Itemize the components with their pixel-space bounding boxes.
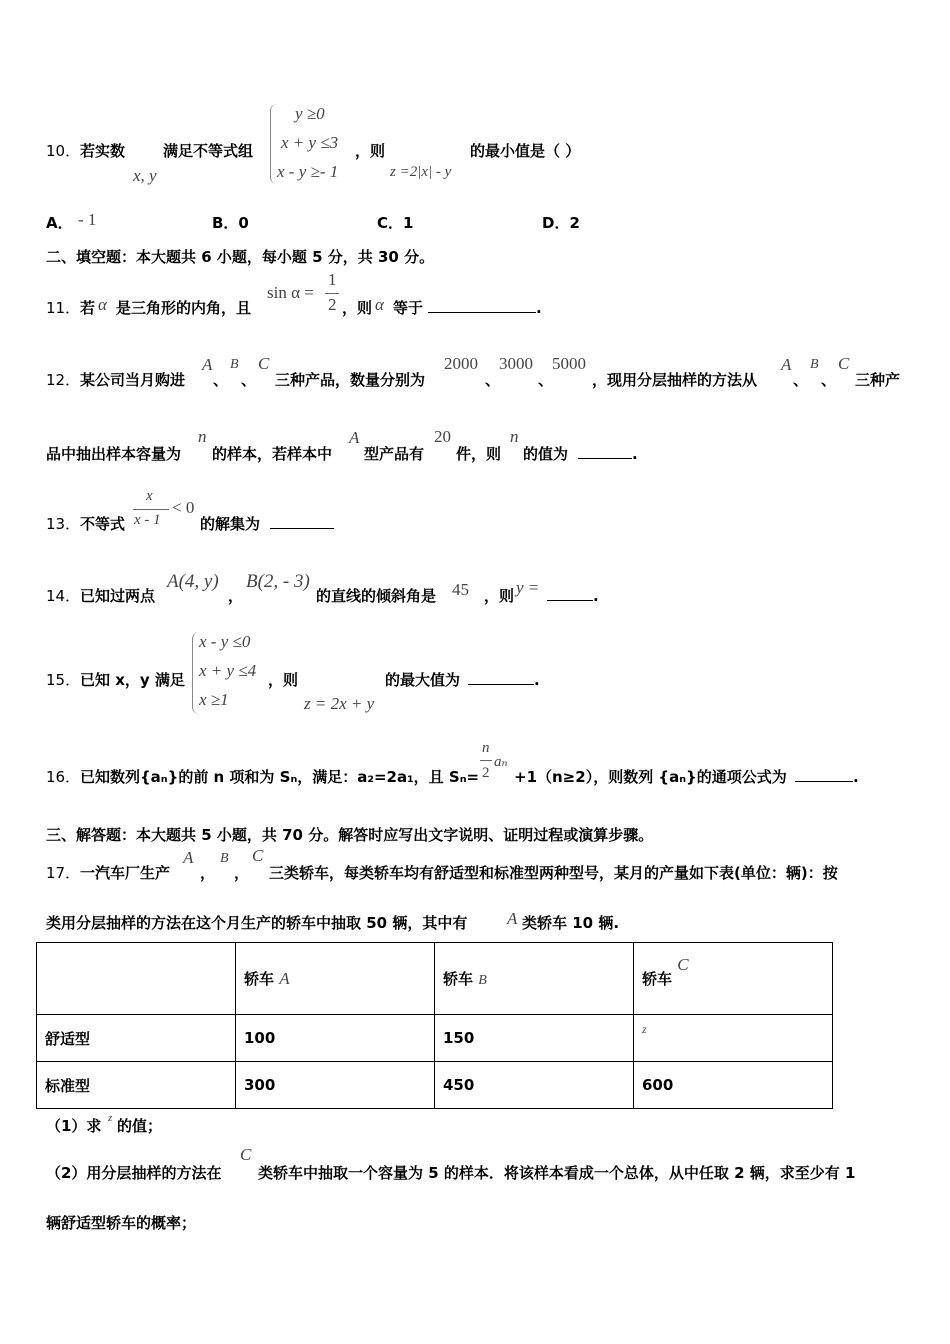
table-header-row bbox=[37, 943, 833, 1015]
fraction-numerator: 1 bbox=[328, 270, 337, 289]
q13-number: 13． bbox=[46, 515, 81, 533]
fraction-denominator: 2 bbox=[482, 765, 490, 781]
point-a: A(4, y) bbox=[167, 571, 219, 592]
q10-number: 10． bbox=[46, 142, 81, 160]
table-row bbox=[37, 1015, 833, 1062]
var-a: A bbox=[279, 969, 290, 988]
q10-z-expr: z =2|x| - y bbox=[390, 164, 452, 180]
q16-text: +1（n≥2），则数列 {aₙ}的通项公式为 bbox=[514, 768, 787, 786]
answer-blank[interactable] bbox=[547, 585, 599, 605]
table-cell: 300 bbox=[236, 1062, 435, 1109]
q16-text: 已知数列{aₙ}的前 n 项和为 Sₙ，满足：a₂=2a₁，且 Sₙ= bbox=[80, 768, 480, 786]
answer-blank[interactable] bbox=[468, 669, 540, 689]
value: 5000 bbox=[552, 354, 586, 373]
var-z: z bbox=[108, 1112, 113, 1124]
q15-text: 已知 x，y 满足 bbox=[80, 671, 185, 689]
system-brace bbox=[192, 632, 199, 714]
var-a: A bbox=[349, 428, 360, 447]
table-cell: 100 bbox=[236, 1015, 435, 1062]
q14-text: 的直线的倾斜角是 bbox=[316, 587, 437, 605]
fraction-numerator: n bbox=[482, 740, 490, 756]
q10-text: 的最小值是（ ） bbox=[470, 142, 581, 160]
q12-text: 三种产品，数量分别为 bbox=[275, 371, 426, 389]
q10-vars: x, y bbox=[133, 166, 157, 185]
table-header-cell bbox=[435, 943, 634, 1015]
separator: 、 bbox=[793, 371, 809, 389]
q17-part1: （1）求 bbox=[46, 1117, 102, 1135]
q12-text: 的样本，若样本中 bbox=[212, 445, 333, 463]
var-a: A bbox=[183, 848, 194, 867]
q12-text: ，现用分层抽样的方法从 bbox=[592, 371, 758, 389]
table-header-cell bbox=[236, 943, 435, 1015]
production-table bbox=[36, 942, 833, 1109]
table-cell bbox=[634, 1015, 833, 1062]
y-equals: y = bbox=[516, 578, 540, 597]
section-3-heading: 三、解答题：本大题共 5 小题，共 70 分。解答时应写出文字说明、证明过程或演算步骤。 bbox=[46, 826, 654, 844]
point-b: B(2, - 3) bbox=[246, 571, 310, 592]
q13-text: 不等式 bbox=[80, 515, 126, 533]
value: 20 bbox=[434, 427, 451, 446]
q12-text: 某公司当月购进 bbox=[80, 371, 186, 389]
q12-text: 件，则 bbox=[456, 445, 502, 463]
section-2-heading: 二、填空题：本大题共 6 小题，每小题 5 分，共 30 分。 bbox=[46, 248, 435, 266]
fraction-bar bbox=[325, 293, 339, 294]
var-b: B bbox=[230, 357, 239, 372]
var-b: B bbox=[478, 973, 487, 988]
sin-expr: sin α = bbox=[267, 283, 314, 302]
q12-text: 的值为 bbox=[523, 445, 569, 463]
table-cell: 标准型 bbox=[37, 1062, 236, 1109]
q15-text: 的最大值为 bbox=[385, 671, 461, 689]
q17-number: 17． bbox=[46, 864, 81, 882]
q12-text: 三种产 bbox=[855, 371, 901, 389]
inequality: y ≥0 bbox=[295, 104, 325, 123]
inequality: x ≥1 bbox=[199, 690, 229, 709]
value: 2000 bbox=[444, 354, 478, 373]
q17-part2: （2）用分层抽样的方法在 bbox=[46, 1164, 222, 1182]
q16-number: 16． bbox=[46, 768, 81, 786]
q11-text: 等于 bbox=[393, 299, 424, 317]
header-label: 轿车 bbox=[443, 970, 479, 988]
fraction-numerator: x bbox=[146, 488, 153, 504]
var-z: z bbox=[642, 1022, 647, 1036]
inequality: x - y ≤0 bbox=[199, 632, 251, 651]
table-cell: 舒适型 bbox=[37, 1015, 236, 1062]
var-b: B bbox=[220, 851, 229, 866]
a-n: aₙ bbox=[494, 754, 508, 770]
q11-text: 若 bbox=[80, 299, 96, 317]
comma: ， bbox=[234, 864, 250, 882]
period: . bbox=[853, 768, 859, 786]
var-n: n bbox=[198, 427, 207, 446]
var-c: C bbox=[252, 846, 264, 865]
q14-number: 14． bbox=[46, 587, 81, 605]
header-label: 轿车 bbox=[244, 970, 280, 988]
option-a-label: A． bbox=[46, 214, 73, 232]
table-cell: 150 bbox=[435, 1015, 634, 1062]
inequality: x + y ≤3 bbox=[281, 133, 339, 152]
q12-text: 品中抽出样本容量为 bbox=[46, 445, 182, 463]
q17-text: 一汽车厂生产 bbox=[80, 864, 171, 882]
q11-text: ，则 bbox=[342, 299, 373, 317]
var-a: A bbox=[781, 355, 792, 374]
q10-text: 满足不等式组 bbox=[163, 142, 254, 160]
q17-text: 类用分层抽样的方法在这个月生产的轿车中抽取 50 辆，其中有 bbox=[46, 914, 468, 932]
answer-blank[interactable] bbox=[578, 443, 638, 463]
alpha: α bbox=[375, 295, 384, 314]
q17-text: 类轿车 10 辆. bbox=[522, 914, 620, 932]
objective-expr: z = 2x + y bbox=[304, 694, 375, 713]
separator: 、 bbox=[538, 371, 554, 389]
less-than-zero: < 0 bbox=[172, 498, 195, 517]
period: . bbox=[534, 671, 540, 689]
table-cell: 600 bbox=[634, 1062, 833, 1109]
q11-number: 11． bbox=[46, 299, 81, 317]
table-header-cell bbox=[634, 943, 833, 1015]
q11-text: 是三角形的内角，且 bbox=[116, 299, 252, 317]
separator: 、 bbox=[821, 371, 837, 389]
answer-blank[interactable] bbox=[428, 297, 542, 317]
inequality: x + y ≤4 bbox=[199, 661, 257, 680]
option-d: D．2 bbox=[542, 214, 580, 232]
q15-text: ，则 bbox=[268, 671, 299, 689]
fraction-denominator: x - 1 bbox=[134, 512, 161, 528]
separator: 、 bbox=[213, 371, 229, 389]
var-c: C bbox=[838, 354, 850, 373]
inequality: x - y ≥- 1 bbox=[277, 162, 339, 181]
var-n: n bbox=[510, 427, 519, 446]
q17-part2: 类轿车中抽取一个容量为 5 的样本．将该样本看成一个总体，从中任取 2 辆，求至少有 1 bbox=[258, 1164, 856, 1182]
period: . bbox=[593, 587, 599, 605]
var-a: A bbox=[202, 355, 213, 374]
q10-text: 若实数 bbox=[80, 142, 126, 160]
header-label: 轿车 bbox=[642, 970, 678, 988]
comma: ， bbox=[228, 587, 244, 605]
q14-text: ，则 bbox=[484, 587, 515, 605]
fraction-bar bbox=[133, 509, 169, 510]
q13-text: 的解集为 bbox=[200, 515, 261, 533]
q12-text: 型产品有 bbox=[364, 445, 425, 463]
separator: 、 bbox=[485, 371, 501, 389]
comma: ， bbox=[200, 864, 216, 882]
var-a: A bbox=[507, 909, 518, 928]
var-c: C bbox=[677, 955, 689, 974]
value: 3000 bbox=[499, 354, 533, 373]
period: . bbox=[632, 445, 638, 463]
table-header-cell bbox=[37, 943, 236, 1015]
q10-text: ，则 bbox=[355, 142, 386, 160]
q17-part2: 辆舒适型轿车的概率； bbox=[46, 1214, 197, 1232]
q17-part1: 的值； bbox=[117, 1117, 163, 1135]
table-cell: 450 bbox=[435, 1062, 634, 1109]
separator: 、 bbox=[241, 371, 257, 389]
var-c: C bbox=[240, 1145, 252, 1164]
fraction-denominator: 2 bbox=[328, 295, 337, 314]
var-b: B bbox=[810, 357, 819, 372]
var-c: C bbox=[258, 354, 270, 373]
answer-blank[interactable] bbox=[795, 766, 859, 786]
system-brace bbox=[270, 104, 277, 184]
q17-text: 三类轿车，每类轿车均有舒适型和标准型两种型号，某月的产量如下表(单位：辆)：按 bbox=[269, 864, 838, 882]
q15-number: 15． bbox=[46, 671, 81, 689]
q12-number: 12． bbox=[46, 371, 81, 389]
alpha: α bbox=[98, 295, 107, 314]
table-row bbox=[37, 1062, 833, 1109]
option-a-value: - 1 bbox=[78, 210, 97, 229]
q14-text: 已知过两点 bbox=[80, 587, 156, 605]
option-b: B．0 bbox=[212, 214, 249, 232]
answer-blank[interactable] bbox=[270, 513, 334, 533]
period: . bbox=[536, 299, 542, 317]
angle-value: 45 bbox=[452, 580, 469, 599]
fraction-bar bbox=[480, 760, 492, 761]
option-c: C．1 bbox=[377, 214, 414, 232]
